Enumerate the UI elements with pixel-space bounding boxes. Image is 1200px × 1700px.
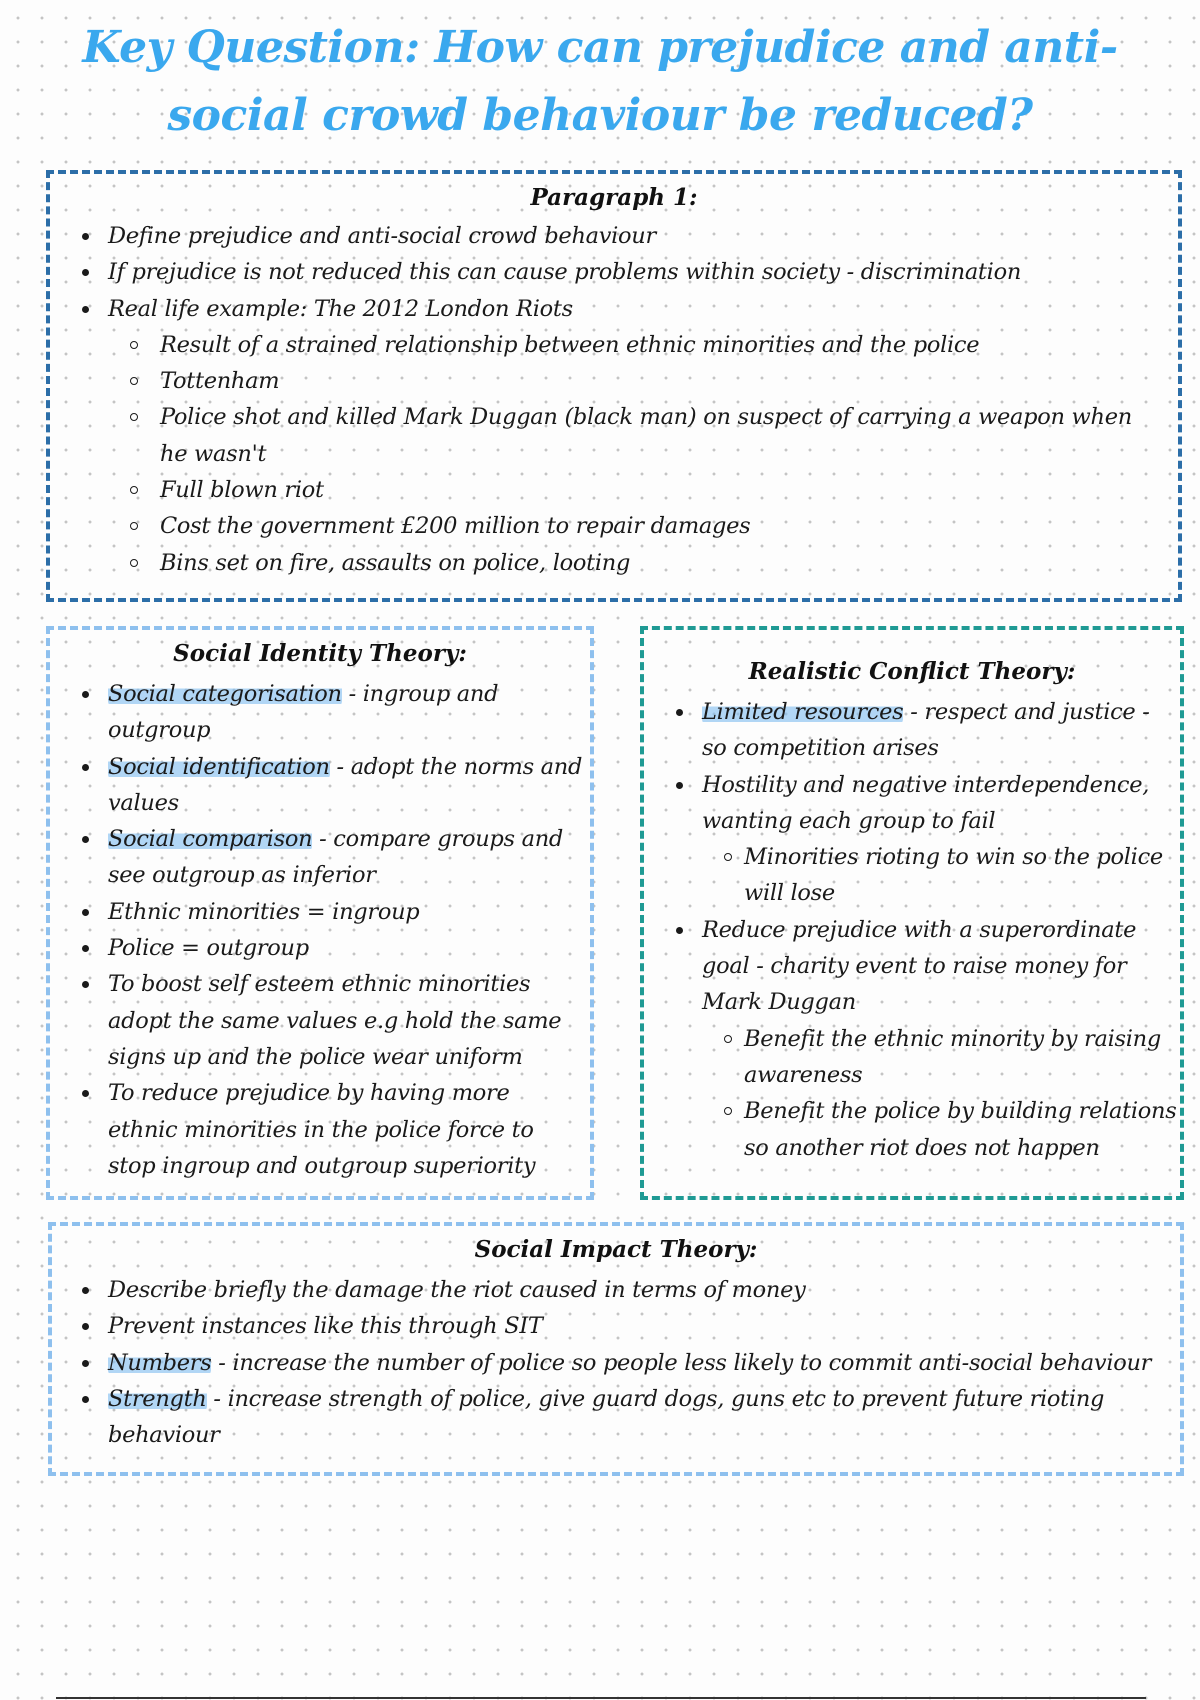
list-item: Social categorisation - ingroup and outgroup [54, 676, 584, 749]
title-line-1: Key Question: How can prejudice and anti- [82, 22, 1118, 73]
highlighted-term: Social identification [108, 753, 330, 780]
highlighted-term: Social categorisation [108, 681, 342, 707]
list-item: Real life example: The 2012 London Riots [54, 291, 1144, 327]
list-item: Social comparison - compare groups and see outgroup as inferior [54, 821, 584, 894]
list-subitem: Minorities rioting to win so the police will lose [648, 839, 1178, 912]
title-line-2: social crowd behaviour be reduced? [167, 90, 1033, 141]
list-item: Hostility and negative interdependence, wanting each group to fail [648, 767, 1178, 840]
list-subitem: Police shot and killed Mark Duggan (black man) on suspect of carrying a weapon when he wasn't [54, 399, 1144, 472]
list-subitem: Cost the government £200 million to repair damages [54, 508, 1144, 544]
list-subitem: Full blown riot [54, 472, 1144, 508]
social-identity-theory-box [46, 626, 594, 1200]
list-item: Describe briefly the damage the riot caused in terms of money [54, 1272, 1154, 1308]
realistic-conflict-theory-box [640, 626, 1184, 1200]
list-subitem: Tottenham [54, 363, 1144, 399]
highlighted-term: Strength [108, 1385, 207, 1412]
highlighted-term: Limited resources [702, 699, 904, 725]
social-impact-heading: Social Impact Theory: [474, 1236, 758, 1263]
list-item: Prevent instances like this through SIT [54, 1308, 1154, 1344]
realistic-conflict-list [648, 694, 1178, 1166]
realistic-conflict-heading: Realistic Conflict Theory: [748, 658, 1076, 685]
list-item: Police = outgroup [54, 930, 584, 966]
list-item: To reduce prejudice by having more ethnic minorities in the police force to stop ingroup and outgroup superiority [54, 1075, 584, 1184]
list-item: Ethnic minorities = ingroup [54, 894, 584, 930]
list-item: Reduce prejudice with a superordinate goal - charity event to raise money for Mark Duggan [648, 912, 1178, 1021]
list-subitem: Result of a strained relationship between ethnic minorities and the police [54, 327, 1144, 363]
highlighted-term: Social comparison [108, 826, 313, 853]
list-item: If prejudice is not reduced this can cause problems within society - discrimination [54, 254, 1144, 290]
paragraph-1-heading: Paragraph 1: [530, 184, 698, 211]
list-item: Limited resources - respect and justice - so competition arises [648, 694, 1178, 767]
list-item: Strength - increase strength of police, give guard dogs, guns etc to prevent future rioting behaviour [54, 1381, 1154, 1454]
list-item: Social identification - adopt the norms and values [54, 749, 584, 822]
list-subitem: Bins set on fire, assaults on police, looting [54, 545, 1144, 581]
social-identity-heading: Social Identity Theory: [173, 640, 467, 667]
page-title [20, 14, 1180, 150]
list-subitem: Benefit the police by building relations so another riot does not happen [648, 1093, 1178, 1166]
social-identity-list [54, 676, 584, 1184]
highlighted-term: Numbers [108, 1349, 212, 1376]
list-item: To boost self esteem ethnic minorities adopt the same values e.g hold the same signs up and the police wear uniform [54, 966, 584, 1075]
bottom-divider [56, 1697, 1146, 1699]
paragraph-1-box [46, 170, 1182, 602]
social-impact-theory-box [48, 1222, 1184, 1476]
paragraph-1-list [54, 218, 1144, 581]
list-item: Numbers - increase the number of police so people less likely to commit anti-social behaviour [54, 1345, 1154, 1381]
list-subitem: Benefit the ethnic minority by raising awareness [648, 1021, 1178, 1094]
list-item: Define prejudice and anti-social crowd behaviour [54, 218, 1144, 254]
social-impact-list [54, 1272, 1154, 1453]
